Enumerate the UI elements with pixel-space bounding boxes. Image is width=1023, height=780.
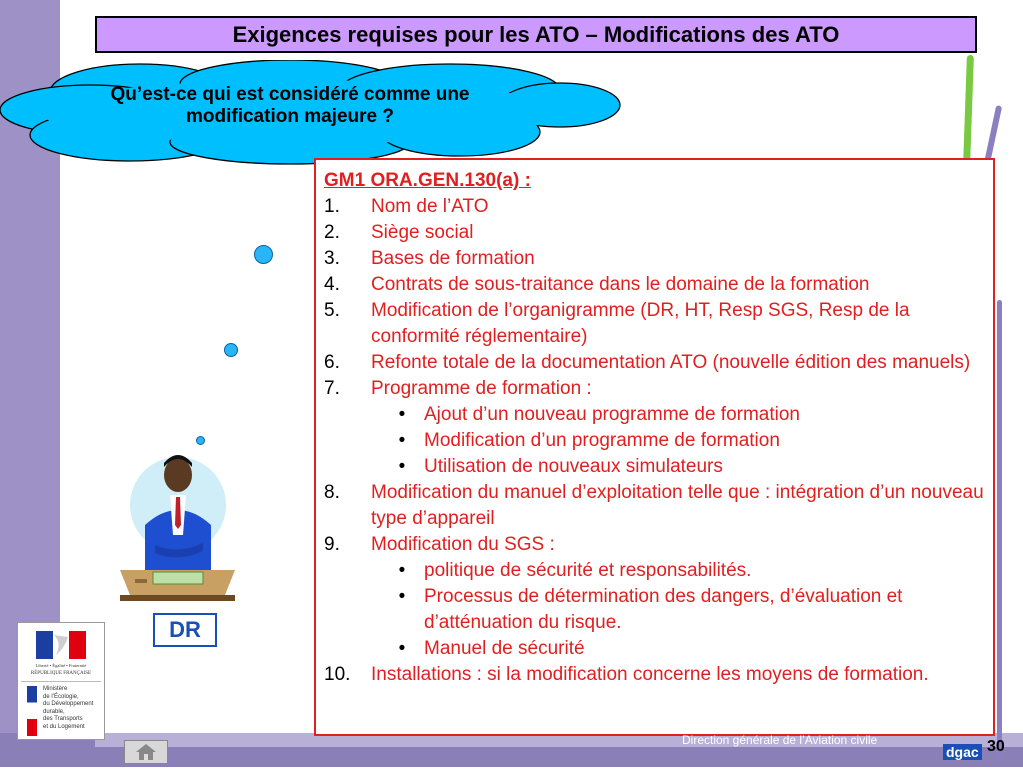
sub-item-text: Processus de détermination des dangers, d’évaluation et d’atténuation du risque. bbox=[424, 586, 903, 633]
home-icon bbox=[135, 743, 157, 761]
sub-list-item bbox=[324, 402, 985, 428]
item-text: Installations : si la modification concerne les moyens de formation. bbox=[371, 664, 929, 685]
item-number: 1. bbox=[324, 196, 340, 217]
item-text: Programme de formation : bbox=[371, 378, 592, 399]
item-text: Nom de l’ATO bbox=[371, 196, 489, 217]
sub-item-text: Ajout d’un nouveau programme de formation bbox=[424, 404, 801, 425]
list-item bbox=[324, 272, 985, 298]
bullet: • bbox=[398, 430, 406, 451]
list-heading: GM1 ORA.GEN.130(a) : bbox=[324, 170, 531, 191]
sub-list-item bbox=[324, 558, 985, 584]
logo-republique-name: RÉPUBLIQUE FRANÇAISE bbox=[30, 671, 92, 676]
bullet: • bbox=[398, 586, 406, 607]
item-number: 4. bbox=[324, 274, 340, 295]
item-number: 5. bbox=[324, 300, 340, 321]
list-item bbox=[324, 246, 985, 272]
bullet: • bbox=[398, 638, 406, 659]
item-text: Contrats de sous-traitance dans le domaine de la formation bbox=[371, 274, 870, 295]
list-item bbox=[324, 194, 985, 220]
thought-bubble-small bbox=[196, 436, 205, 445]
deco-line-purple bbox=[984, 105, 1002, 165]
ministere-line: du Développement bbox=[43, 701, 94, 707]
ministere-line: de l’Écologie, bbox=[43, 693, 79, 700]
ministere-logo bbox=[21, 681, 101, 736]
bullet: • bbox=[398, 560, 406, 581]
sub-item-text: Modification d’un programme de formation bbox=[424, 430, 780, 451]
bullet: • bbox=[398, 404, 406, 425]
list-item bbox=[324, 532, 985, 558]
cloud-question: Qu’est-ce qui est considéré comme une modification majeure ? bbox=[110, 84, 470, 127]
sub-list-item bbox=[324, 584, 985, 636]
item-text: Siège social bbox=[371, 222, 474, 243]
ministere-line: des Transports bbox=[43, 716, 83, 722]
list-item bbox=[324, 350, 985, 376]
item-number: 6. bbox=[324, 352, 340, 373]
dgac-logo: dgac bbox=[943, 744, 982, 760]
logo-motto: Liberté • Égalité • Fraternité bbox=[35, 663, 87, 668]
republique-francaise-logo bbox=[18, 623, 104, 681]
list-item bbox=[324, 298, 985, 350]
item-text: Bases de formation bbox=[371, 248, 535, 269]
sub-item-text: Utilisation de nouveaux simulateurs bbox=[424, 456, 723, 477]
ministere-line: et du Logement bbox=[43, 723, 85, 730]
list-item bbox=[324, 662, 985, 688]
item-number: 9. bbox=[324, 534, 340, 555]
sub-list-item bbox=[324, 428, 985, 454]
item-number: 2. bbox=[324, 222, 340, 243]
item-text: Modification du manuel d’exploitation telle que : intégration d’un nouveau type d’appareil bbox=[371, 482, 984, 529]
list-item bbox=[324, 480, 985, 532]
list-item bbox=[324, 220, 985, 246]
item-number: 8. bbox=[324, 482, 340, 503]
thought-bubble-large bbox=[254, 245, 273, 264]
item-number: 10. bbox=[324, 664, 351, 685]
item-number: 7. bbox=[324, 378, 340, 399]
list-item bbox=[324, 376, 985, 402]
businessman-icon bbox=[115, 445, 235, 605]
slide-title: Exigences requises pour les ATO – Modifications des ATO bbox=[95, 16, 977, 53]
deco-line-blue bbox=[997, 300, 1002, 760]
ministere-line: Ministère bbox=[43, 686, 68, 692]
home-button[interactable] bbox=[124, 740, 168, 764]
ministere-line: durable, bbox=[43, 708, 65, 715]
deco-line-green bbox=[963, 55, 974, 165]
item-text: Refonte totale de la documentation ATO (nouvelle édition des manuels) bbox=[371, 352, 971, 373]
item-text: Modification du SGS : bbox=[371, 534, 555, 555]
thought-bubble-medium bbox=[224, 343, 238, 357]
government-logos bbox=[17, 622, 105, 740]
requirements-list-box bbox=[314, 158, 995, 736]
dr-label-box: DR bbox=[153, 613, 217, 647]
sub-item-text: politique de sécurité et responsabilités. bbox=[424, 560, 752, 581]
footer-organization: Direction générale de l’Aviation civile bbox=[682, 733, 878, 747]
sub-list-item bbox=[324, 636, 985, 662]
item-number: 3. bbox=[324, 248, 340, 269]
bullet: • bbox=[398, 456, 406, 477]
sub-list-item bbox=[324, 454, 985, 480]
page-number: 30 bbox=[987, 738, 1005, 755]
item-text: Modification de l’organigramme (DR, HT, Resp SGS, Resp de la conformité réglementaire) bbox=[371, 300, 910, 347]
sub-item-text: Manuel de sécurité bbox=[424, 638, 585, 659]
